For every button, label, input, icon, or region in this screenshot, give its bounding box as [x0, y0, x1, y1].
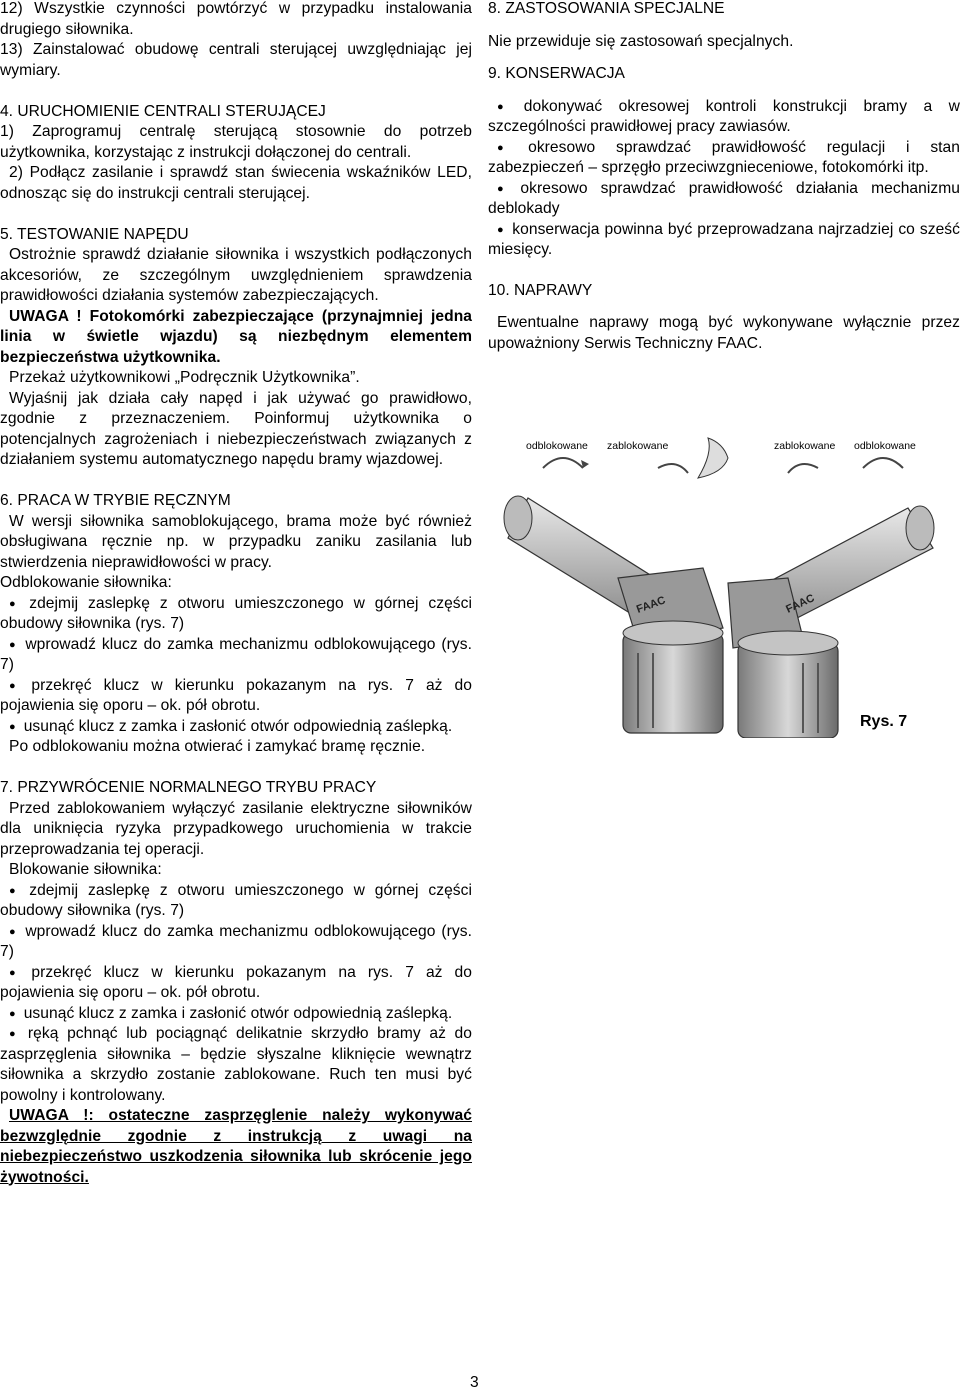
- section-4-step-2: 2) Podłącz zasilanie i sprawdź stan świecenia wskaźników LED, odnosząc się do instrukcji centrali sterującej.: [0, 164, 472, 202]
- figure-label-locked-right: zablokowane: [774, 440, 836, 452]
- section-6-title: 6. PRACA W TRYBIE RĘCZNYM: [0, 492, 231, 509]
- section-7-bullet-5: ● ręką pchnąć lub pociągnąć delikatnie skrzydło bramy aż do zasprzęglenia siłownika – będzie słyszalne kliknięcie wewnątrz siłownika a skrzydło zostanie zablokowane. Ruch ten musi być powolny i kontrolowany.: [0, 1024, 472, 1106]
- figure-label-unlocked-right: odblokowane: [854, 440, 916, 452]
- section-5-paragraph: Ostrożnie sprawdź działanie siłownika i wszystkich podłączonych akcesoriów, ze szczególnym uwzględnieniem sprawdzenia prawidłowości działania systemów zabezpieczających.: [0, 246, 472, 304]
- section-5-explain: Wyjaśnij jak działa cały napęd i jak używać go prawidłowo, zgodnie z przeznaczeniem. Poinformuj użytkownika o potencjalnych zagrożeniach i niebezpieczeństwach związanych z działaniem systemu automatycznego napędu bramy wjazdowej.: [0, 389, 472, 468]
- section-7-bullet-4: ● usunąć klucz z zamka i zasłonić otwór odpowiednią zaślepką.: [0, 1004, 472, 1025]
- section-9-bullet-2: ● okresowo sprawdzać prawidłowość regulacji i stan zabezpieczeń – sprzęgło przeciwzgnieceniowe, fotokomórki itp.: [488, 138, 960, 179]
- section-10-title: 10. NAPRAWY: [488, 281, 593, 299]
- section-7-title: 7. PRZYWRÓCENIE NORMALNEGO TRYBU PRACY: [0, 779, 377, 796]
- paragraph-step-13: 13) Zainstalować obudowę centrali sterującej uwzględniając jej wymiary.: [0, 41, 472, 79]
- section-7-bullet-2: ● wprowadź klucz do zamka mechanizmu odblokowującego (rys. 7): [0, 922, 472, 963]
- section-7-paragraph: Przed zablokowaniem wyłączyć zasilanie elektryczne siłowników dla uniknięcia ryzyka przypadkowego uruchomienia w trakcie przeprowadzania tej operacji.: [0, 799, 472, 858]
- section-5-handover: Przekaż użytkownikowi „Podręcznik Użytkownika”.: [9, 369, 360, 386]
- section-6-bullet-4: ● usunąć klucz z zamka i zasłonić otwór odpowiednią zaślepką.: [0, 717, 472, 738]
- section-9-title: 9. KONSERWACJA: [488, 65, 625, 82]
- section-8-paragraph: Nie przewiduje się zastosowań specjalnych.: [488, 32, 794, 50]
- section-6-paragraph: W wersji siłownika samoblokującego, brama może być również obsługiwana ręcznie np. w przypadku zaniku zasilania lub stwierdzenia nieprawidłowości w pracy.: [0, 512, 472, 571]
- section-4-title: 4. URUCHOMIENIE CENTRALI STERUJĄCEJ: [0, 102, 326, 120]
- figure-label-unlocked-left: odblokowane: [526, 440, 588, 452]
- section-9-bullet-1: ● dokonywać okresowej kontroli konstrukcji bramy a w szczególności prawidłowej pracy zawiasów.: [488, 97, 960, 138]
- page-number: 3: [470, 1374, 479, 1391]
- section-6-bullet-3: ● przekręć klucz w kierunku pokazanym na rys. 7 aż do pojawienia się oporu – ok. pół obrotu.: [0, 676, 472, 717]
- section-7-warning: UWAGA !: ostateczne zasprzęglenie należy wykonywać bezwzględnie zgodnie z instrukcją z uwagi na niebezpieczeństwo uszkodzenia siłownika lub skrócenie jego żywotności.: [0, 1107, 472, 1186]
- left-column: [0, 0, 472, 1188]
- section-7-bullet-1: ● zdejmij zaslepkę z otworu umieszczonego w górnej części obudowy siłownika (rys. 7): [0, 881, 472, 922]
- faac-logo-left: FAAC: [634, 594, 668, 616]
- figure-caption: Rys. 7: [860, 713, 908, 730]
- faac-logo-right: FAAC: [784, 592, 817, 616]
- section-8-title: 8. ZASTOSOWANIA SPECJALNE: [488, 0, 725, 17]
- section-6-unlock-label: Odblokowanie siłownika:: [0, 574, 172, 591]
- figure-label-locked-left: zablokowane: [607, 440, 669, 452]
- figure-7: [488, 428, 960, 738]
- section-4-step-1: 1) Zaprogramuj centralę sterującą stosownie do potrzeb użytkownika, korzystając z instrukcji dołączonej do centrali.: [0, 123, 472, 161]
- right-column: [488, 0, 960, 354]
- section-7-lock-label: Blokowanie siłownika:: [9, 861, 162, 878]
- section-7-bullet-3: ● przekręć klucz w kierunku pokazanym na rys. 7 aż do pojawienia się oporu – ok. pół obrotu.: [0, 963, 472, 1004]
- section-9-bullet-4: ● konserwacja powinna być przeprowadzana najrzadziej co sześć miesięcy.: [488, 220, 960, 261]
- section-6-closing: Po odblokowaniu można otwierać i zamykać bramę ręcznie.: [9, 738, 426, 755]
- section-10-paragraph: Ewentualne naprawy mogą być wykonywane wyłącznie przez upoważniony Serwis Techniczny FAAC.: [488, 314, 960, 352]
- paragraph-step-12: 12) Wszystkie czynności powtórzyć w przypadku instalowania drugiego siłownika.: [0, 0, 472, 38]
- section-6-bullet-2: ● wprowadź klucz do zamka mechanizmu odblokowującego (rys. 7): [0, 635, 472, 676]
- section-5-warning: UWAGA ! Fotokomórki zabezpieczające (przynajmniej jedna linia w świetle wjazdu) są niezbędnym elementem bezpieczeństwa użytkownika.: [0, 307, 472, 366]
- actuator-illustration: [488, 428, 960, 738]
- section-6-bullet-1: ● zdejmij zaslepkę z otworu umieszczonego w górnej części obudowy siłownika (rys. 7): [0, 594, 472, 635]
- section-5-title: 5. TESTOWANIE NAPĘDU: [0, 225, 189, 243]
- section-9-bullet-3: ● okresowo sprawdzać prawidłowość działania mechanizmu deblokady: [488, 179, 960, 220]
